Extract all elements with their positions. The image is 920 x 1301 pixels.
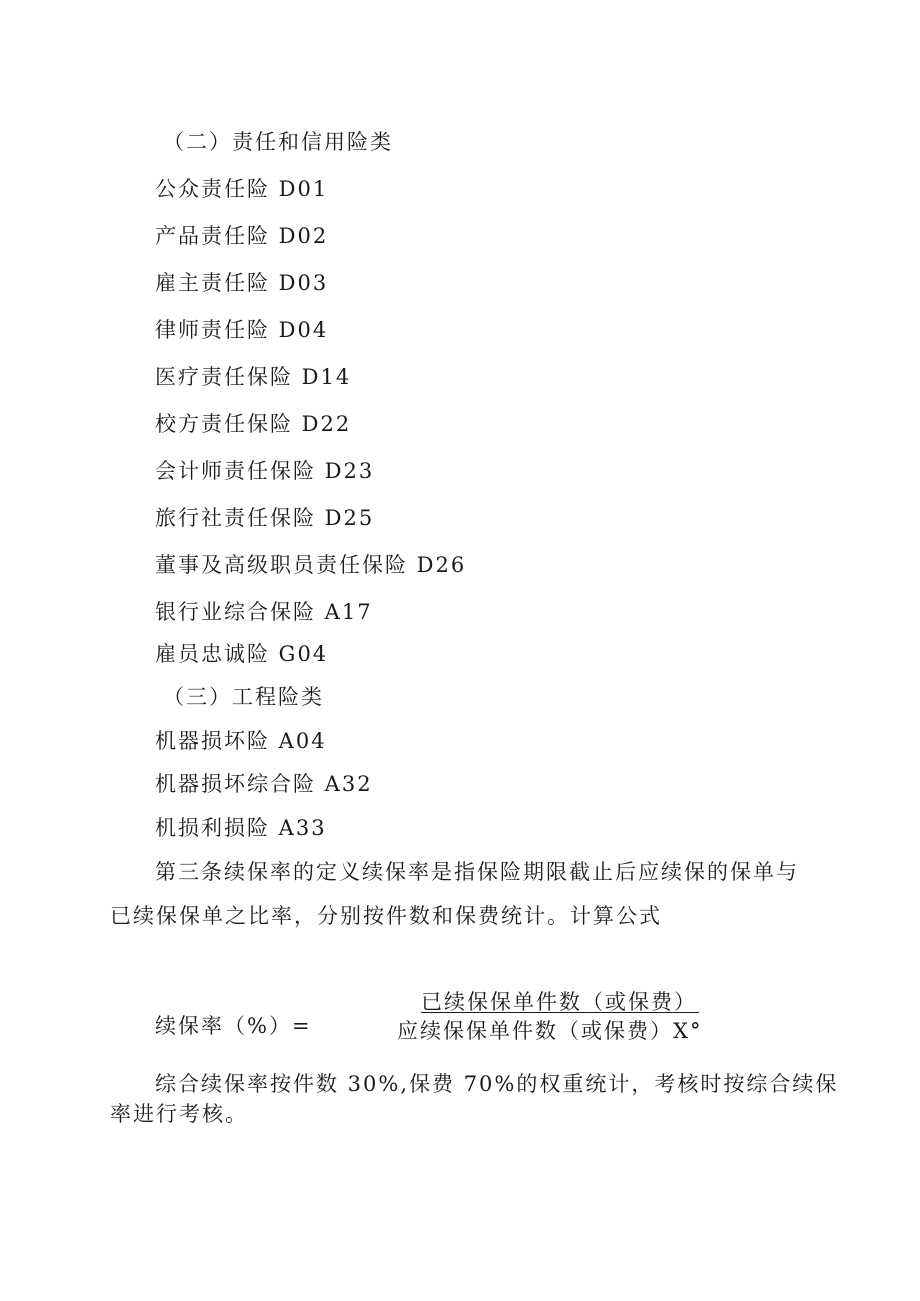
list-item: 雇主责任险 D03 xyxy=(155,271,329,295)
list-item: 医疗责任保险 D14 xyxy=(155,365,352,389)
list-item: 雇员忠诚险 G04 xyxy=(155,642,329,666)
list-item: 校方责任保险 D22 xyxy=(155,412,352,436)
list-item: 机器损坏综合险 A32 xyxy=(155,772,373,796)
list-item: 银行业综合保险 A17 xyxy=(155,600,373,624)
list-item: 产品责任险 D02 xyxy=(155,224,329,248)
list-item: 会计师责任保险 D23 xyxy=(155,459,375,483)
formula-denominator: 应续保保单件数（或保费）X° xyxy=(397,1019,703,1043)
fraction-bar xyxy=(421,1012,699,1013)
list-item: 公众责任险 D01 xyxy=(155,177,329,201)
formula-label: 续保率（%）= xyxy=(155,1014,312,1038)
list-item: 律师责任险 D04 xyxy=(155,318,329,342)
closing-paragraph-line: 率进行考核。 xyxy=(110,1102,248,1126)
closing-paragraph-line: 综合续保率按件数 30%,保费 70%的权重统计，考核时按综合续保 xyxy=(155,1072,839,1096)
list-item: 机器损坏险 A04 xyxy=(155,729,327,753)
list-item: 旅行社责任保险 D25 xyxy=(155,506,375,530)
section-heading-engineering: （三）工程险类 xyxy=(163,685,324,709)
article-paragraph-line: 已续保保单之比率，分别按件数和保费统计。计算公式 xyxy=(110,904,662,928)
formula-numerator: 已续保保单件数（或保费） xyxy=(421,990,697,1014)
section-heading-liability: （二）责任和信用险类 xyxy=(163,130,393,154)
article-paragraph-line: 第三条续保率的定义续保率是指保险期限截止后应续保的保单与 xyxy=(155,860,799,884)
list-item: 董事及高级职员责任保险 D26 xyxy=(155,553,467,577)
list-item: 机损利损险 A33 xyxy=(155,816,327,840)
